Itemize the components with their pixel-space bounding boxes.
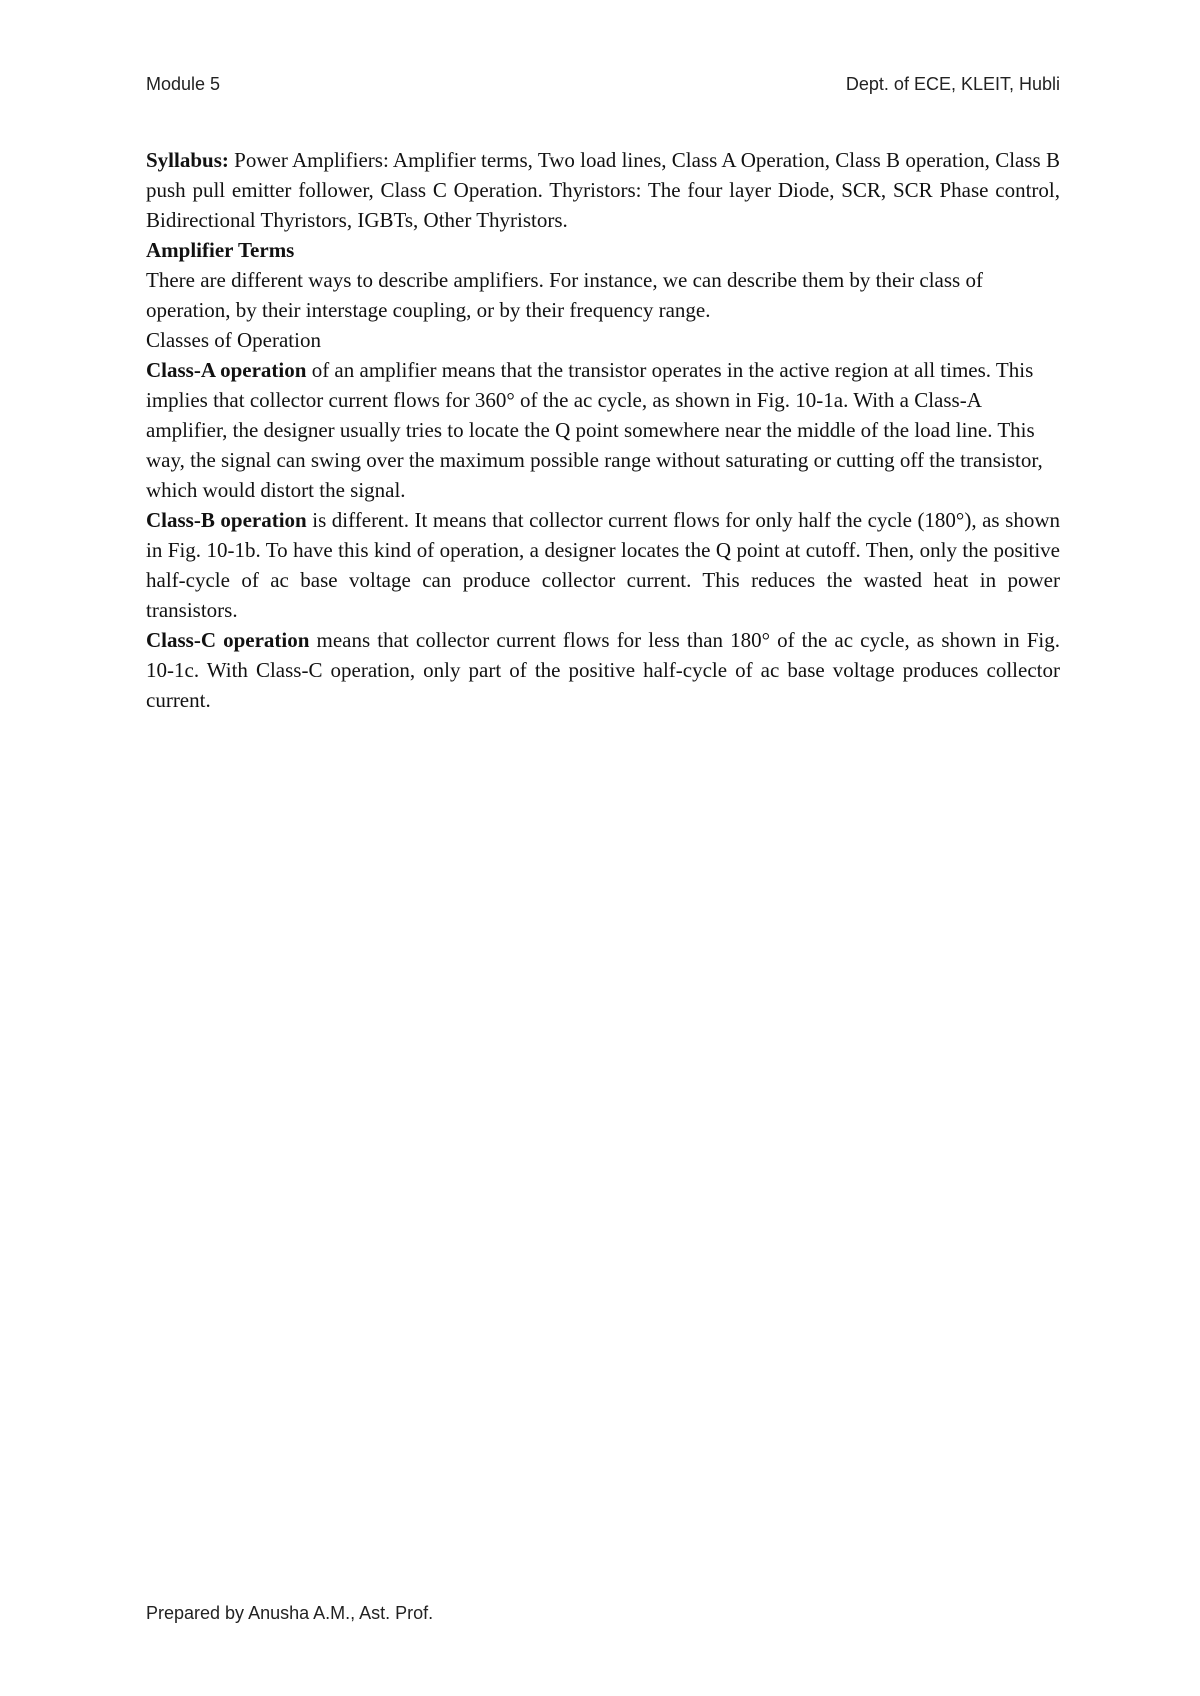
syllabus-label: Syllabus: [146,148,229,172]
footer-author: Prepared by Anusha A.M., Ast. Prof. [146,1603,434,1623]
class-c-term: Class-C operation [146,628,310,652]
class-b-paragraph [146,505,1060,625]
section-heading: Amplifier Terms [146,238,295,262]
class-a-paragraph [146,355,1060,505]
header-module: Module 5 [146,74,221,94]
intro-paragraph: There are different ways to describe amplifiers. For instance, we can describe them by their class of operation, by their interstage coupling, or by their frequency range. [146,268,983,322]
syllabus-text: Power Amplifiers: Amplifier terms, Two load lines, Class A Operation, Class B operation, Class B push pull emitter follower, Class C Operation. Thyristors: The four layer Diode, SCR, SCR Phase control, Bidirectional Thyristors, IGBTs, Other Thyristors. [146,148,1060,232]
header-department: Dept. of ECE, KLEIT, Hubli [845,74,1060,94]
class-b-term: Class-B operation [146,508,307,532]
document-body [146,145,1060,715]
class-c-text: means that collector current flows for less than 180° of the ac cycle, as shown in Fig. 10-1c. With Class-C operation, only part of the positive half-cycle of ac base voltage produces collector current. [146,628,1060,712]
class-a-term: Class-A operation [146,358,307,382]
syllabus-paragraph [146,145,1060,235]
classes-subheading: Classes of Operation [146,328,321,352]
class-c-paragraph [146,625,1060,715]
class-b-text: is different. It means that collector current flows for only half the cycle (180°), as shown in Fig. 10-1b. To have this kind of operation, a designer locates the Q point at cutoff. Then, only the positive half-cycle of ac base voltage can produce collector current. This reduces the wasted heat in power transistors. [146,508,1060,622]
class-a-text: of an amplifier means that the transistor operates in the active region at all times. This implies that collector current flows for 360° of the ac cycle, as shown in Fig. 10-1a. With a Class-A amplifier, the designer usually tries to locate the Q point somewhere near the middle of the load line. This way, the signal can swing over the maximum possible range without saturating or cutting off the transistor, which would distort the signal. [146,358,1043,502]
